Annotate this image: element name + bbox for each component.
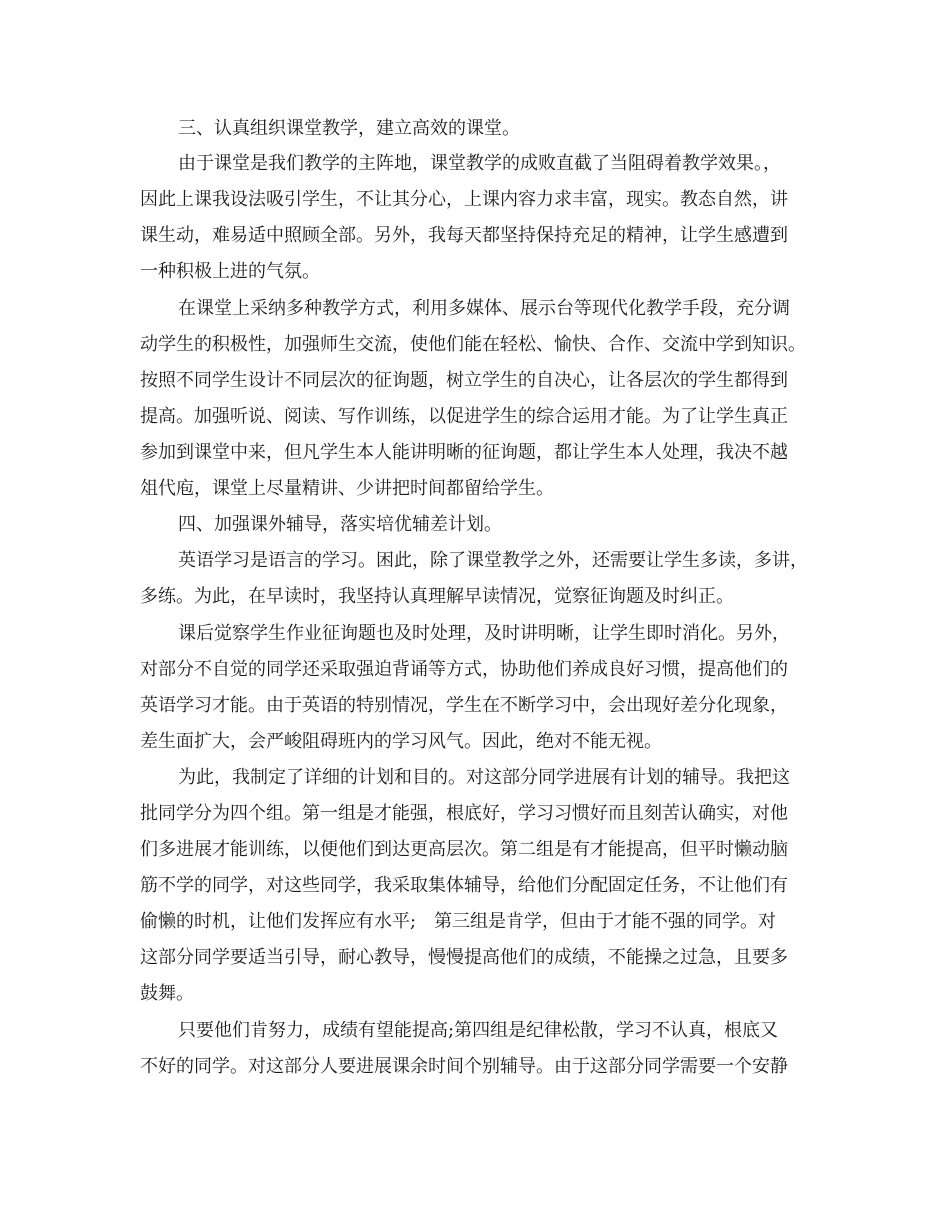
paragraph-line: 课生动，难易适中照顾全部。另外，我每天都坚持保持充足的精神，让学生感遭到 [140,225,788,246]
paragraph-line: 在课堂上采纳多种教学方式，利用多媒体、展示台等现代化教学手段，充分调 [178,298,790,319]
paragraph-line: 们多进展才能训练，以便他们到达更高层次。第二组是有才能提高，但平时懒动脑 [140,839,788,860]
paragraph-line: 一种积极上进的气氛。 [140,261,320,282]
paragraph-line: 鼓舞。 [140,983,194,1004]
paragraph-line: 因此上课我设法吸引学生，不让其分心，上课内容力求丰富，现实。教态自然，讲 [140,189,788,210]
paragraph-line: 偷懒的时机，让他们发挥应有水平; 第三组是肯学，但由于才能不强的同学。对 [140,911,777,932]
paragraph-line: 筋不学的同学，对这些同学，我采取集体辅导，给他们分配固定任务，不让他们有 [140,875,788,896]
paragraph-line: 课后觉察学生作业征询题也及时处理，及时讲明晰，让学生即时消化。另外， [178,623,790,644]
paragraph-line: 动学生的积极性，加强师生交流，使他们能在轻松、愉快、合作、交流中学到知识。 [140,334,806,355]
section-heading-3: 三、认真组织课堂教学，建立高效的课堂。 [178,118,520,139]
section-heading-4: 四、加强课外辅导，落实培优辅差计划。 [178,514,502,535]
paragraph-line: 提高。加强听说、阅读、写作训练，以促进学生的综合运用才能。为了让学生真正 [140,406,788,427]
paragraph-line: 批同学分为四个组。第一组是才能强，根底好，学习习惯好而且刻苦认确实，对他 [140,803,788,824]
paragraph-line: 为此，我制定了详细的计划和目的。对这部分同学进展有计划的辅导。我把这 [178,767,790,788]
paragraph-line: 只要他们肯努力，成绩有望能提高;第四组是纪律松散，学习不认真，根底又 [178,1020,779,1041]
paragraph-line: 英语学习是语言的学习。困此，除了课堂教学之外，还需要让学生多读，多讲， [178,550,808,571]
paragraph-line: 按照不同学生设计不同层次的征询题，树立学生的自决心，让各层次的学生都得到 [140,370,788,391]
paragraph-line: 这部分同学要适当引导，耐心教导，慢慢提高他们的成绩，不能操之过急，且要多 [140,947,788,968]
paragraph-line: 由于课堂是我们教学的主阵地，课堂教学的成败直截了当阻碍着教学效果。， [178,153,781,174]
paragraph-line: 差生面扩大，会严峻阻碍班内的学习风气。因此，绝对不能无视。 [140,731,662,752]
paragraph-line: 俎代庖，课堂上尽量精讲、少讲把时间都留给学生。 [140,478,554,499]
paragraph-line: 不好的同学。对这部分人要进展课余时间个别辅导。由于这部分同学需要一个安静 [140,1056,788,1077]
paragraph-line: 参加到课堂中来，但凡学生本人能讲明晰的征询题，都让学生本人处理，我决不越 [140,442,788,463]
paragraph-line: 英语学习才能。由于英语的特别情况，学生在不断学习中，会出现好差分化现象， [140,695,788,716]
paragraph-line: 多练。为此，在早读时，我坚持认真理解早读情况，觉察征询题及时纠正。 [140,586,734,607]
paragraph-line: 对部分不自觉的同学还采取强迫背诵等方式，协助他们养成良好习惯，提高他们的 [140,659,788,680]
